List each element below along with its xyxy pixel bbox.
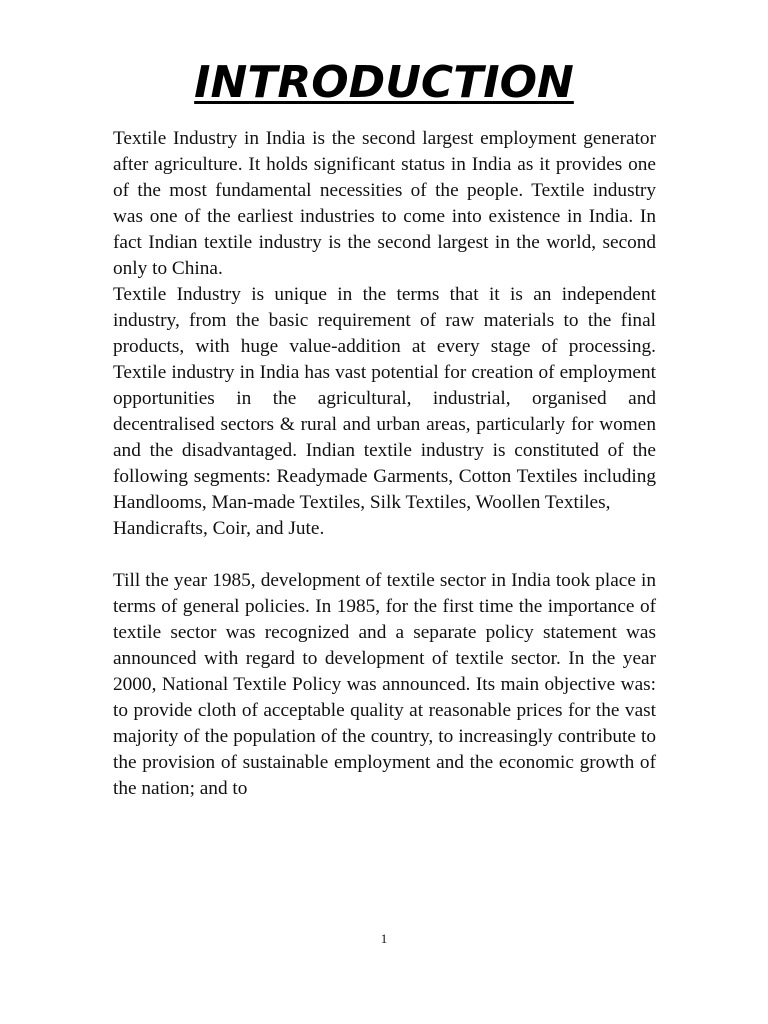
paragraph-1: Textile Industry in India is the second largest employment generator after agriculture. It holds significant status in India as it provides one of the most fundamental necessities of the people. Textile industry was one of the earliest industries to come into existence in India. In fact Indian textile industry is the second largest in the world, second only to China. xyxy=(113,128,656,279)
paragraph-4: Till the year 1985, development of textile sector in India took place in terms of general policies. In 1985, for the first time the importance of textile sector was recognized and a separate policy statement was announced with regard to development of textile sector. In the year 2000, National Textile Policy was announced. Its main objective was: to provide cloth of acceptable quality at reasonable prices for the vast majority of the population of the country, to increasingly contribute to the provision of sustainable employment and the economic growth of the nation; and to xyxy=(113,570,656,799)
paragraph-3: Handicrafts, Coir, and Jute. xyxy=(113,518,325,539)
body-text xyxy=(113,126,656,802)
page-number: 1 xyxy=(380,931,388,946)
paragraph-gap xyxy=(113,542,656,568)
page-title xyxy=(0,56,768,110)
paragraph-2: Textile Industry is unique in the terms that it is an independent industry, from the basic requirement of raw materials to the final products, with huge value-addition at every stage of processing. Textile industry in India has vast potential for creation of employment opportunities in the agricultural, industrial, organised and decentralised sectors & rural and urban areas, particularly for women and the disadvantaged. Indian textile industry is constituted of the following segments: Readymade Garments, Cotton Textiles including Handlooms, Man-made Textiles, Silk Textiles, Woollen Textiles, xyxy=(113,284,656,513)
title-text: INTRODUCTION xyxy=(194,57,574,108)
